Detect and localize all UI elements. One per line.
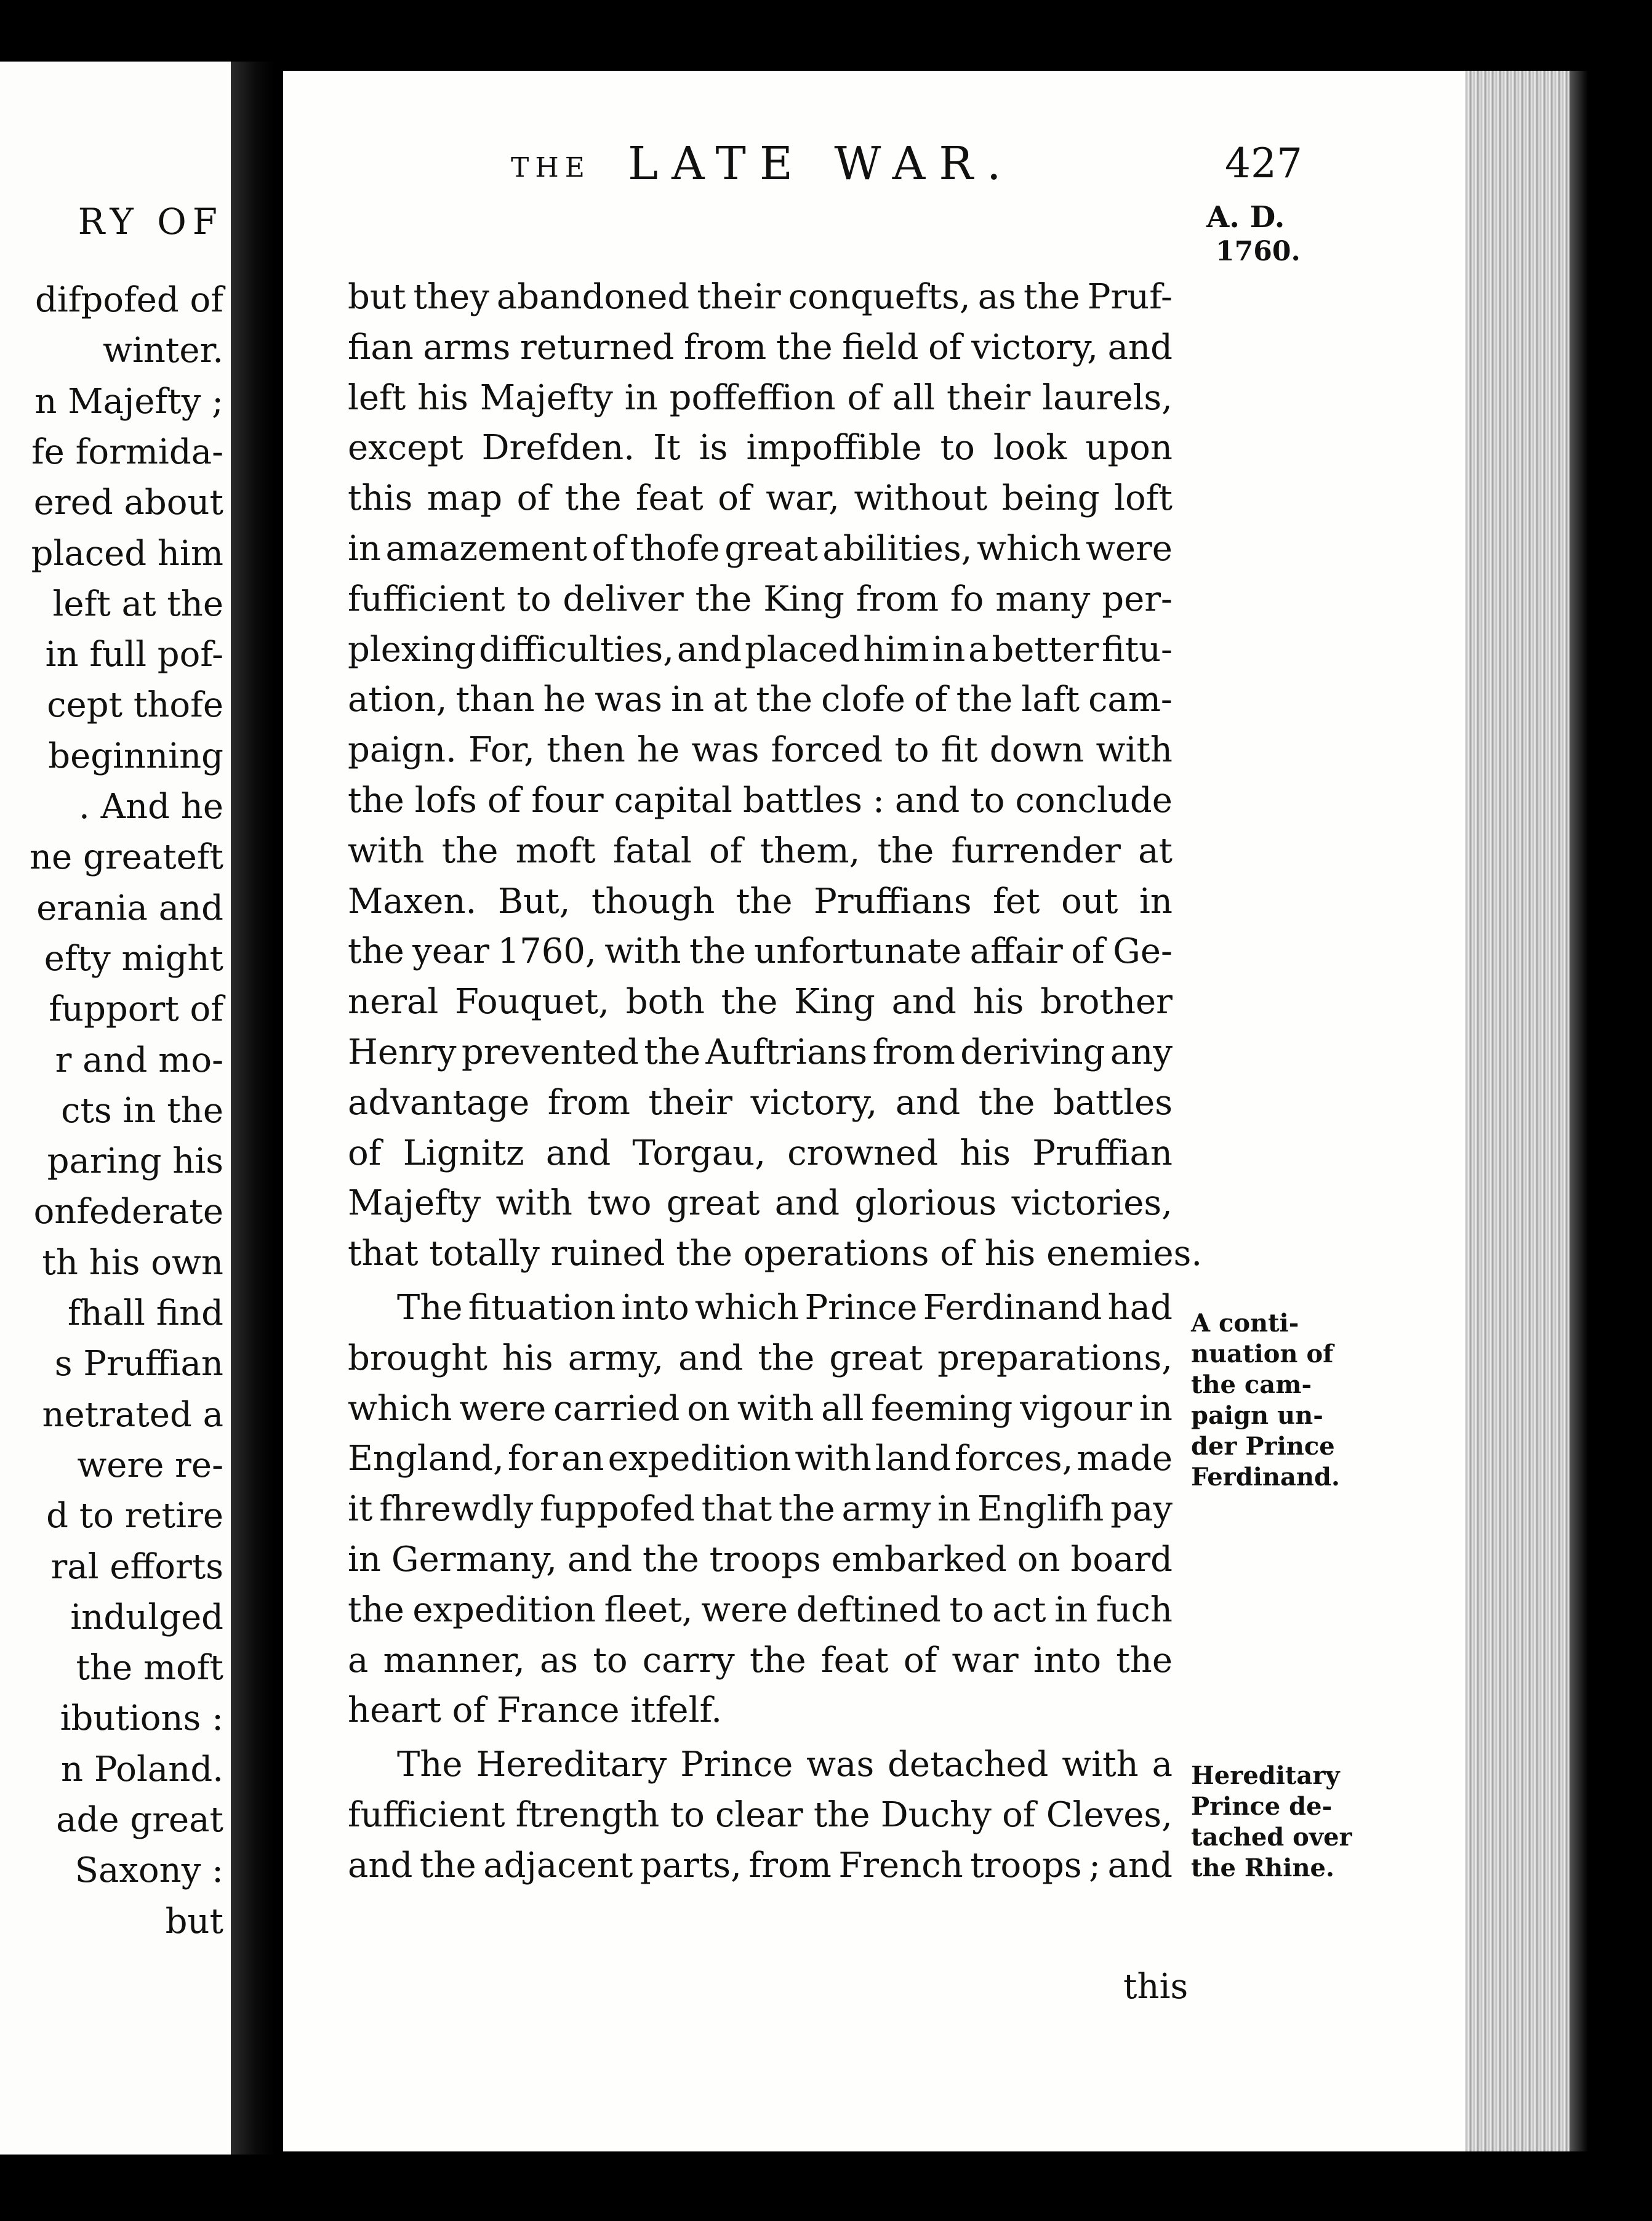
body-line: this map of the feat of war, without being loft [348,478,1173,519]
body-line: except Drefden. It is impoffible to look upon [348,428,1173,468]
left-page-line: s Pruffian [54,1344,223,1384]
body-line: the expedition fleet, were deftined to act in fuch [348,1589,1173,1630]
body-line: of Lignitz and Torgau, crowned his Pruffian [348,1133,1173,1173]
left-gutter [231,62,274,2155]
body-line: in amazement of thofe great abilities, which were [348,529,1173,569]
margin-note-line: paign un- [1191,1401,1323,1430]
left-page-line: were re- [77,1445,223,1485]
left-page-line: Saxony : [74,1850,223,1891]
body-line: the lofs of four capital battles : and to conclude [348,781,1173,821]
year-marker-ad: A. D. [1206,200,1285,235]
margin-note-line: der Prince [1191,1432,1335,1461]
left-page-line: erania and [36,888,223,928]
body-line: left his Majefty in poffeffion of all their laurels, [348,377,1173,418]
left-page-line: but [165,1901,223,1942]
catchword: this [1123,1967,1189,2007]
left-page-line: cts in the [61,1090,223,1131]
left-page-line: netrated a [42,1394,223,1435]
body-line: a manner, as to carry the feat of war into the [348,1640,1173,1681]
margin-note-line: A conti- [1191,1309,1299,1338]
left-page [0,62,231,2155]
left-page-line: fupport of [49,989,223,1030]
left-page-line: ibutions : [60,1698,223,1739]
body-line: in Germany, and the troops embarked on board [348,1540,1173,1580]
margin-note-line: the cam- [1191,1370,1312,1399]
body-line: Henry prevented the Auftrians from deriving any [348,1032,1173,1072]
year-marker-year: 1760. [1216,236,1301,267]
body-line: plexing difficulties, and placed him in a better fitu- [348,629,1173,670]
body-line: that totally ruined the operations of his enemies. [348,1234,1203,1274]
body-line: paign. For, then he was forced to fit down with [348,730,1173,771]
left-page-line: r and mo- [55,1040,223,1080]
left-page-running-head: RY OF [78,201,223,243]
left-page-line: ne greateft [29,837,223,878]
left-page-line: ral efforts [50,1546,223,1587]
body-line: Maxen. But, though the Pruffians fet out in [348,881,1173,922]
body-line: England, for an expedition with land forces, made [348,1439,1173,1479]
margin-note-line: tached over [1191,1823,1352,1852]
running-head-title: LATE WAR. [628,137,1015,190]
left-page-line: winter. [103,331,223,371]
left-page-line: efty might [44,938,223,979]
margin-note-line: Prince de- [1191,1792,1333,1821]
left-page-line: d to retire [46,1496,223,1536]
page-number: 427 [1225,140,1302,187]
body-line: heart of France itfelf. [348,1690,723,1731]
margin-note-line: Hereditary [1191,1761,1340,1790]
body-line: advantage from their victory, and the battles [348,1082,1173,1123]
left-page-line: n Poland. [60,1749,223,1789]
left-page-line: in full pof- [45,635,223,675]
margin-note-line: nuation of [1191,1339,1334,1368]
running-head-the: THE [511,152,591,183]
left-page-line: the moft [76,1648,223,1689]
body-line: with the moft fatal of them, the furrender at [348,830,1173,871]
left-page-line: onfederate [33,1192,223,1232]
left-page-line: placed him [31,533,223,574]
margin-note-line: Ferdinand. [1191,1463,1340,1492]
left-page-line: indulged [70,1597,223,1637]
body-line: the year 1760, with the unfortunate affair of Ge- [348,931,1173,972]
body-line: neral Fouquet, both the King and his brother [348,982,1173,1022]
left-page-line: . And he [79,787,223,827]
body-line: The fituation into which Prince Ferdinand had [397,1288,1173,1328]
body-line: The Hereditary Prince was detached with a [397,1745,1173,1785]
body-line: it fhrewdly fuppofed that the army in Englifh pay [348,1489,1173,1530]
left-page-line: cept thofe [47,685,223,726]
left-page-line: left at the [52,584,223,624]
body-line: and the adjacent parts, from French troops ; and [348,1845,1173,1886]
body-line: fufficient ftrength to clear the Duchy of Cleves, [348,1795,1173,1835]
body-line: brought his army, and the great preparations, [348,1338,1173,1378]
body-line: Majefty with two great and glorious victories, [348,1183,1173,1224]
left-page-line: th his own [42,1242,223,1283]
page-edges-shadow [1570,71,1588,2151]
left-page-line: difpofed of [34,280,223,320]
left-page-line: fe formida- [31,432,223,472]
left-page-line: paring his [47,1141,223,1182]
left-page-line: ered about [33,483,223,523]
body-line: fian arms returned from the field of victory, and [348,327,1173,367]
left-page-line: ade great [56,1800,223,1840]
left-page-line: fhall find [67,1293,223,1333]
body-line: but they abandoned their conquefts, as the Pruf- [348,277,1173,317]
body-line: ation, than he was in at the clofe of the laft cam- [348,680,1173,720]
left-page-line: n Majefty ; [34,381,223,422]
page-edges [1465,71,1570,2151]
left-page-line: beginning [48,736,223,776]
right-page [283,71,1465,2151]
margin-note-line: the Rhine. [1191,1854,1334,1882]
body-line: fufficient to deliver the King from fo many per- [348,579,1173,619]
body-line: which were carried on with all feeming vigour in [348,1388,1173,1429]
